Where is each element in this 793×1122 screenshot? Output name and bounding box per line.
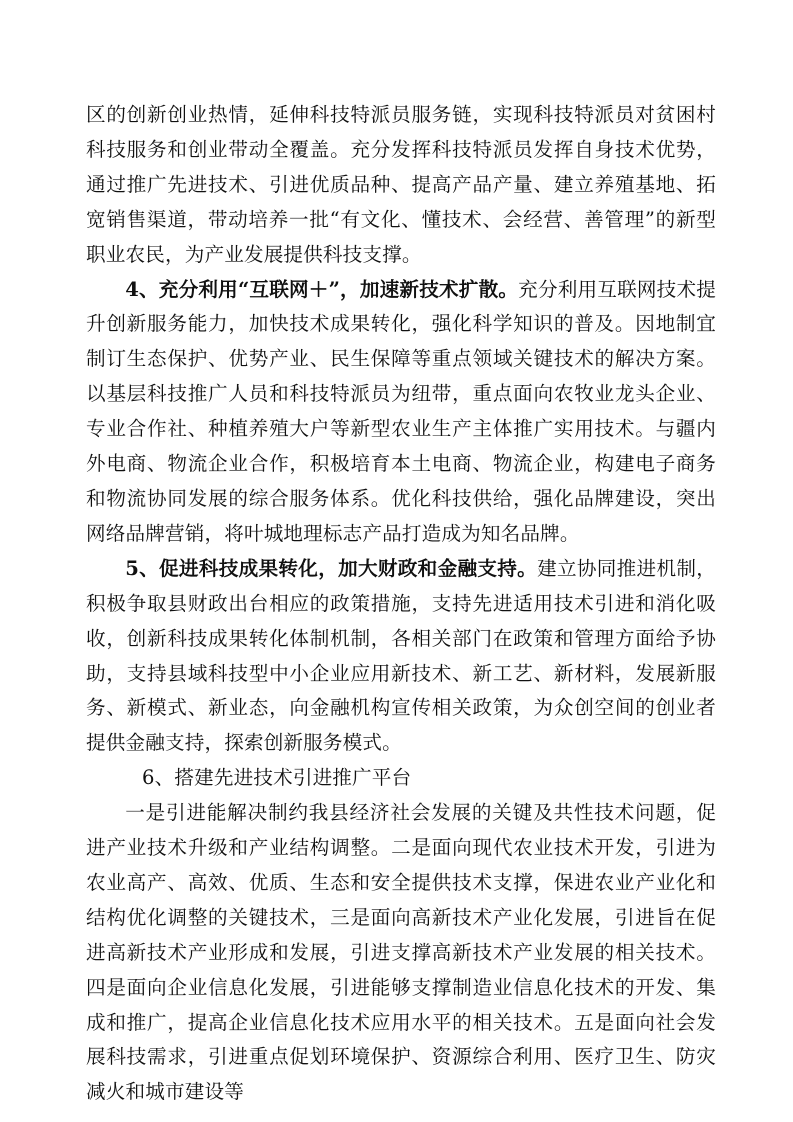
- section-4-paragraph: [86, 273, 716, 552]
- section-5-body: 建立协同推进机制，积极争取县财政出台相应的政策措施，支持先进适用技术引进和消化吸收，创新科技成果转化体制机制，各相关部门在政策和管理方面给予协助，支持县域科技型中小企业应用新技术、新工艺、新材料，发展新服务、新模式、新业态，向金融机构宣传相关政策，为众创空间的创业者提供金融支持，探索创新服务模式。: [86, 556, 716, 755]
- section-5-heading: 5、促进科技成果转化，加大财政和金融支持。: [125, 556, 538, 580]
- section-5-paragraph: [86, 552, 716, 761]
- section-6-body: 一是引进能解决制约我县经济社会发展的关键及共性技术问题，促进产业技术升级和产业结构调整。二是面向现代农业技术开发，引进为农业高产、高效、优质、生态和安全提供技术支撑，保进农业产业化和结构优化调整的关键技术，三是面向高新技术产业化发展，引进旨在促进高新技术产业形成和发展，引进支撑高新技术产业发展的相关技术。四是面向企业信息化发展，引进能够支撑制造业信息化技术的开发、集成和推广，提高企业信息化技术应用水平的相关技术。五是面向社会发展科技需求，引进重点促划环境保护、资源综合利用、医疗卫生、防灾减火和城市建设等: [86, 801, 716, 1104]
- section-4-heading: 4、充分利用“互联网＋”，加速新技术扩散。: [125, 277, 519, 301]
- document-body: [86, 98, 716, 1110]
- section-6-heading: 6、搭建先进技术引进推广平台: [142, 766, 412, 790]
- section-4-body: 充分利用互联网技术提升创新服务能力，加快技术成果转化，强化科学知识的普及。因地制宜制订生态保护、优势产业、民生保障等重点领域关键技术的解决方案。以基层科技推广人员和科技特派员为纽带，重点面向农牧业龙头企业、专业合作社、种植养殖大户等新型农业生产主体推广实用技术。与疆内外电商、物流企业合作，积极培育本土电商、物流企业，构建电子商务和物流协同发展的综合服务体系。优化科技供给，强化品牌建设，突出网络品牌营销，将叶城地理标志产品打造成为知名品牌。: [86, 277, 717, 545]
- paragraph-continuation: 区的创新创业热情，延伸科技特派员服务链，实现科技特派员对贫困村科技服务和创业带动全覆盖。充分发挥科技特派员发挥自身技术优势，通过推广先进技术、引进优质品种、提高产品产量、建立养殖基地、拓宽销售渠道，带动培养一批“有文化、懂技术、会经营、善管理”的新型职业农民，为产业发展提供科技支撑。: [86, 103, 716, 266]
